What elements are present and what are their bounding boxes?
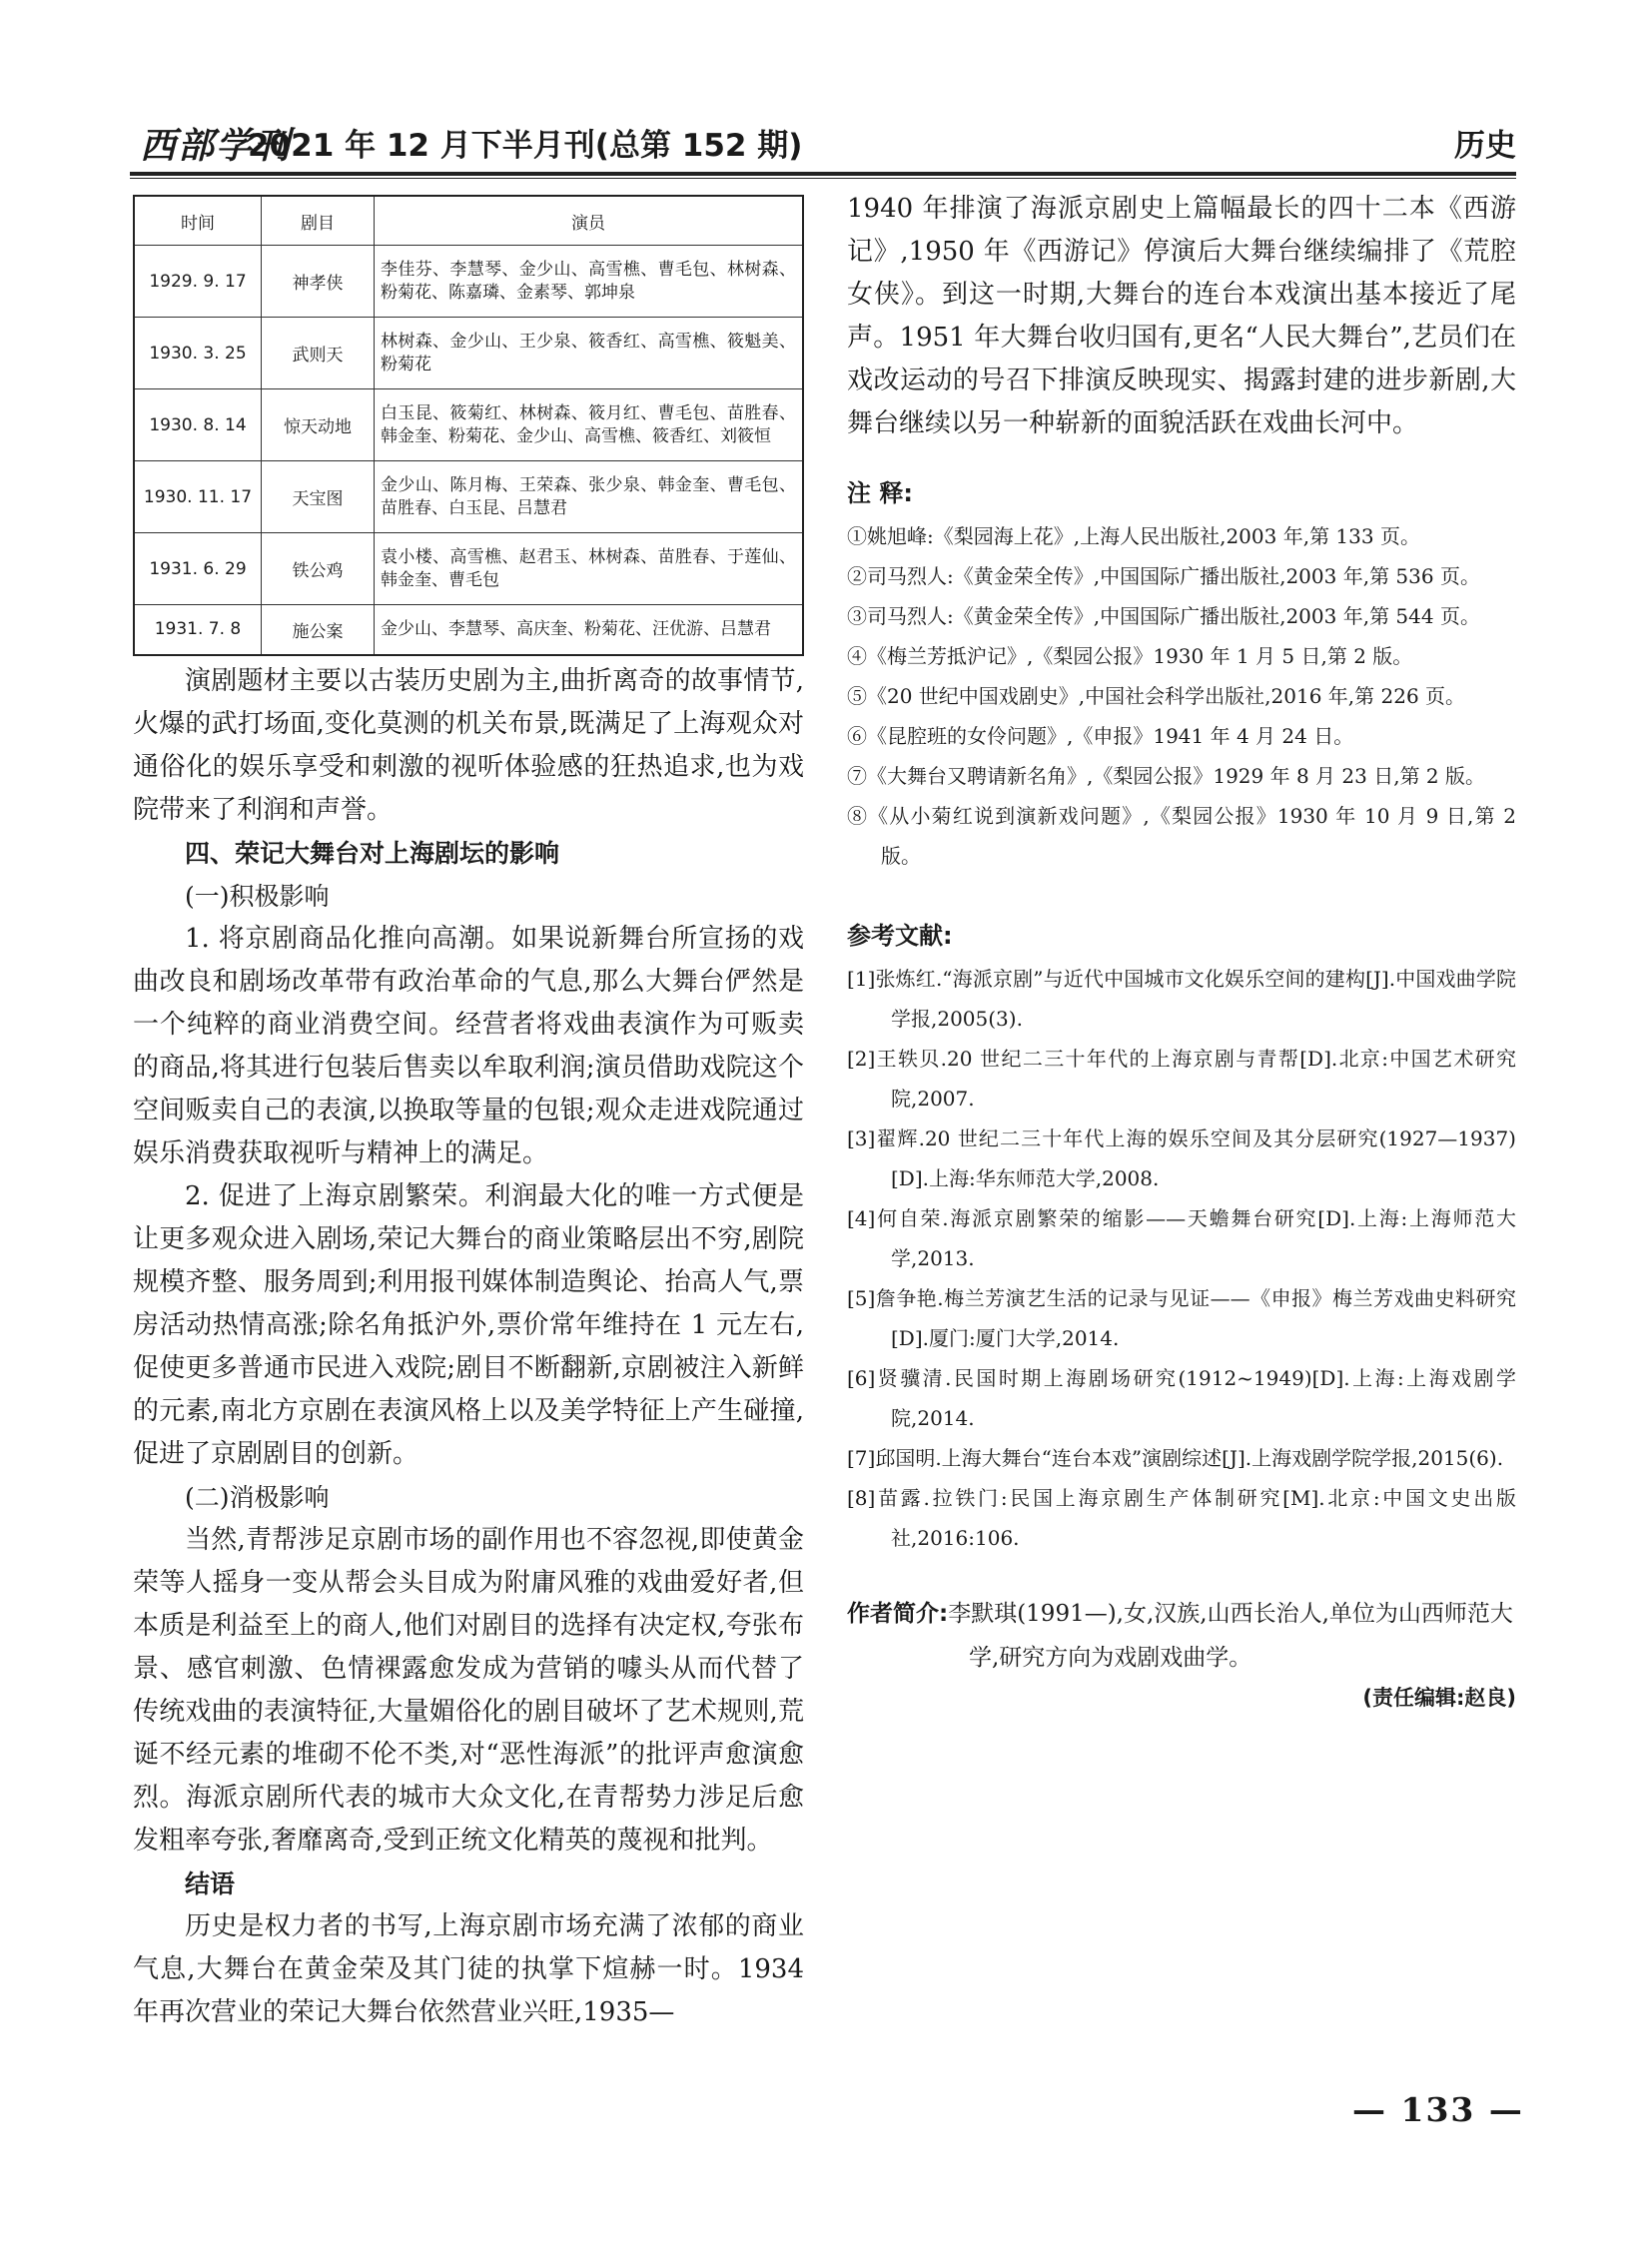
cell-play: 施公案 xyxy=(262,605,375,655)
cell-date: 1931. 6. 29 xyxy=(134,533,262,605)
cell-date: 1930. 8. 14 xyxy=(134,389,262,461)
body-paragraph: 当然,青帮涉足京剧市场的副作用也不容忽视,即使黄金荣等人摇身一变从帮会头目成为附庸风雅的戏曲爱好者,但本质是利益至上的商人,他们对剧目的选择有决定权,夸张布景、感官刺激、色情裸露愈发成为营销的噱头从而代替了传统戏曲的表演特征,大量媚俗化的剧目破坏了艺术规则,荒诞不经元素的堆砌不伦不类,对“恶性海派”的批评声愈演愈烈。海派京剧所代表的城市大众文化,在青帮势力涉足后愈发粗率夸张,奢靡离奇,受到正统文化精英的蔑视和批判。 xyxy=(133,1524,804,1856)
note-item: ⑤《20 世纪中国戏剧史》,中国社会科学出版社,2016 年,第 226 页。 xyxy=(847,684,1466,708)
conclusion-heading: 结语 xyxy=(185,1868,236,1898)
cell-actors: 金少山、李慧琴、高庆奎、粉菊花、汪优游、吕慧君 xyxy=(375,605,804,655)
note-item: ②司马烈人:《黄金荣全传》,中国国际广播出版社,2003 年,第 536 页。 xyxy=(847,564,1480,588)
cell-actors: 袁小楼、高雪樵、赵君玉、林树森、苗胜春、于莲仙、韩金奎、曹毛包 xyxy=(375,533,804,605)
table-row xyxy=(134,318,803,389)
cell-play: 惊天动地 xyxy=(262,389,375,461)
body-paragraph: 演剧题材主要以古装历史剧为主,曲折离奇的故事情节,火爆的武打场面,变化莫测的机关布景,既满足了上海观众对通俗化的娱乐享受和刺激的视听体验感的狂热追求,也为戏院带来了利润和声誉。 xyxy=(133,665,804,825)
section-label: 历史 xyxy=(1454,128,1516,164)
left-column xyxy=(133,195,804,2034)
cell-play: 铁公鸡 xyxy=(262,533,375,605)
cell-date: 1930. 3. 25 xyxy=(134,318,262,389)
cell-date: 1931. 7. 8 xyxy=(134,605,262,655)
note-item: ①姚旭峰:《梨园海上花》,上海人民出版社,2003 年,第 133 页。 xyxy=(847,524,1420,548)
reference-item: [1]张炼红.“海派京剧”与近代中国城市文化娱乐空间的建构[J].中国戏曲学院学报,2005(3). xyxy=(847,967,1516,1031)
body-paragraph: 2. 促进了上海京剧繁荣。利润最大化的唯一方式便是让更多观众进入剧场,荣记大舞台的商业策略层出不穷,剧院规模齐整、服务周到;利用报刊媒体制造舆论、抬高人气,票房活动热情高涨;除名角抵沪外,票价常年维持在 1 元左右,促使更多普通市民进入戏院;剧目不断翻新,京剧被注入新鲜的元素,南北方京剧在表演风格上以及美学特征上产生碰撞,促进了京剧剧目的创新。 xyxy=(133,1180,804,1469)
table-row xyxy=(134,461,803,533)
subsection-heading: (二)消极影响 xyxy=(185,1482,330,1512)
reference-item: [6]贤骥清.民国时期上海剧场研究(1912~1949)[D].上海:上海戏剧学院,2014. xyxy=(847,1366,1516,1430)
journal-logo: 西部学刊 xyxy=(140,125,293,167)
references-list xyxy=(847,959,1516,1558)
issue-info: 2021 年 12 月下半月刊(总第 152 期) xyxy=(248,128,803,164)
page-header xyxy=(130,112,1516,167)
reference-item: [4]何自荣.海派京剧繁荣的缩影——天蟾舞台研究[D].上海:上海师范大学,2013. xyxy=(847,1206,1516,1270)
cell-actors: 白玉昆、筱菊红、林树森、筱月红、曹毛包、苗胜春、韩金奎、粉菊花、金少山、高雪樵、筱香红、刘筱恒 xyxy=(375,389,804,461)
cast-table xyxy=(133,195,804,656)
table-row xyxy=(134,389,803,461)
cell-date: 1930. 11. 17 xyxy=(134,461,262,533)
note-item: ④《梅兰芳抵沪记》,《梨园公报》1930 年 1 月 5 日,第 2 版。 xyxy=(847,644,1413,668)
cell-actors: 林树森、金少山、王少泉、筱香红、高雪樵、筱魁美、粉菊花 xyxy=(375,318,804,389)
body-paragraph: 历史是权力者的书写,上海京剧市场充满了浓郁的商业气息,大舞台在黄金荣及其门徒的执掌下煊赫一时。1934 年再次营业的荣记大舞台依然营业兴旺,1935— xyxy=(133,1910,804,2027)
responsible-editor: (责任编辑:赵良) xyxy=(1362,1686,1516,1710)
table-row xyxy=(134,605,803,655)
table-header-row xyxy=(134,196,803,246)
cell-play: 神孝侠 xyxy=(262,246,375,318)
notes-title: 注 释: xyxy=(847,479,913,507)
reference-item: [5]詹争艳.梅兰芳演艺生活的记录与见证——《申报》梅兰芳戏曲史料研究[D].厦门:厦门大学,2014. xyxy=(847,1286,1516,1350)
right-column xyxy=(847,188,1516,1712)
cell-date: 1929. 9. 17 xyxy=(134,246,262,318)
table-row xyxy=(134,246,803,318)
section-heading: 四、荣记大舞台对上海剧坛的影响 xyxy=(185,838,560,868)
header-rule xyxy=(130,172,1516,179)
references-title: 参考文献: xyxy=(847,922,953,950)
col-header-play: 剧目 xyxy=(262,196,375,246)
col-header-date: 时间 xyxy=(134,196,262,246)
col-header-actors: 演员 xyxy=(375,196,804,246)
body-paragraph: 1940 年排演了海派京剧史上篇幅最长的四十二本《西游记》,1950 年《西游记》停演后大舞台继续编排了《荒腔女侠》。到这一时期,大舞台的连台本戏演出基本接近了尾声。1951 年大舞台收归国有,更名“人民大舞台”,艺员们在戏改运动的号召下排演反映现实、揭露封建的进步新剧,大舞台继续以另一种崭新的面貌活跃在戏曲长河中。 xyxy=(847,194,1516,438)
author-bio xyxy=(847,1592,1516,1680)
author-bio-text: 李默琪(1991—),女,汉族,山西长治人,单位为山西师范大学,研究方向为戏剧戏曲学。 xyxy=(948,1601,1513,1671)
table-row xyxy=(134,533,803,605)
cell-play: 天宝图 xyxy=(262,461,375,533)
note-item: ⑥《昆腔班的女伶问题》,《申报》1941 年 4 月 24 日。 xyxy=(847,724,1354,748)
reference-item: [7]邱国明.上海大舞台“连台本戏”演剧综述[J].上海戏剧学院学报,2015(6). xyxy=(847,1446,1504,1470)
cell-actors: 金少山、陈月梅、王荣森、张少泉、韩金奎、曹毛包、苗胜春、白玉昆、吕慧君 xyxy=(375,461,804,533)
page-number: — 133 — xyxy=(1352,2090,1524,2129)
cell-actors: 李佳芬、李慧琴、金少山、高雪樵、曹毛包、林树森、粉菊花、陈嘉璘、金素琴、郭坤泉 xyxy=(375,246,804,318)
body-paragraph: 1. 将京剧商品化推向高潮。如果说新舞台所宣扬的戏曲改良和剧场改革带有政治革命的气息,那么大舞台俨然是一个纯粹的商业消费空间。经营者将戏曲表演作为可贩卖的商品,将其进行包装后售卖以牟取利润;演员借助戏院这个空间贩卖自己的表演,以换取等量的包银;观众走进戏院通过娱乐消费获取视听与精神上的满足。 xyxy=(133,923,804,1168)
reference-item: [8]苗露.拉铁门:民国上海京剧生产体制研究[M].北京:中国文史出版社,2016:106. xyxy=(847,1486,1516,1550)
note-item: ⑦《大舞台又聘请新名角》,《梨园公报》1929 年 8 月 23 日,第 2 版。 xyxy=(847,764,1486,788)
subsection-heading: (一)积极影响 xyxy=(185,881,330,911)
note-item: ③司马烈人:《黄金荣全传》,中国国际广播出版社,2003 年,第 544 页。 xyxy=(847,604,1480,628)
reference-item: [3]翟辉.20 世纪二三十年代上海的娱乐空间及其分层研究(1927—1937)[D].上海:华东师范大学,2008. xyxy=(847,1126,1516,1190)
notes-list xyxy=(847,516,1516,876)
reference-item: [2]王轶贝.20 世纪二三十年代的上海京剧与青帮[D].北京:中国艺术研究院,2007. xyxy=(847,1047,1516,1111)
cell-play: 武则天 xyxy=(262,318,375,389)
note-item: ⑧《从小菊红说到演新戏问题》,《梨园公报》1930 年 10 月 9 日,第 2 版。 xyxy=(847,804,1516,868)
author-bio-label: 作者简介: xyxy=(847,1601,949,1627)
